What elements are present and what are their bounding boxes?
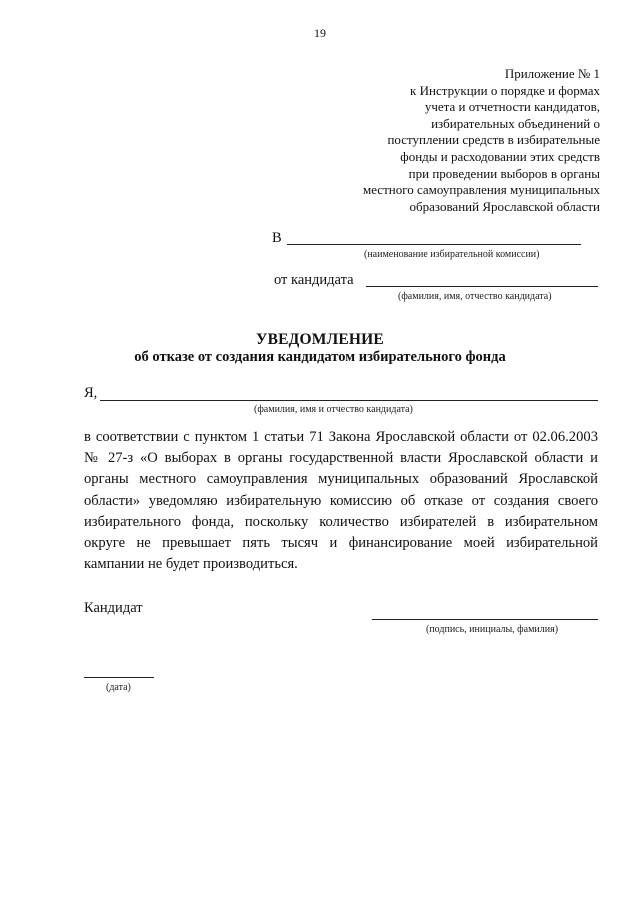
addressee-hint: (наименование избирательной комиссии) xyxy=(364,249,540,260)
document-title: УВЕДОМЛЕНИЕ xyxy=(256,331,384,348)
date-hint: (дата) xyxy=(106,682,131,693)
appendix-line: учета и отчетности кандидатов, xyxy=(424,99,600,115)
signature-label: Кандидат xyxy=(84,600,143,616)
appendix-line: местного самоуправления муниципальных xyxy=(362,182,600,198)
page-number: 19 xyxy=(314,26,326,40)
date-field[interactable] xyxy=(84,677,154,678)
appendix-line: при проведении выборов в органы xyxy=(408,165,600,181)
appendix-line: фонды и расходовании этих средств xyxy=(400,148,600,164)
notification-body: в соответствии с пунктом 1 статьи 71 Закона Ярославской области от 02.06.2003 № 27-з «О выборах в органы государственной власти Ярославской области и органы местного самоуправления муниципальных образований Ярославской области» уведомляю избирательную комиссию об отказе от создания своего избирательного фонда, поскольку количество избирателей в избирательном округе не превышает пять тысяч и финансирование моей избирательной кампании не будет производиться. xyxy=(84,429,598,573)
appendix-line: поступлении средств в избирательные xyxy=(387,132,600,148)
declarant-prefix: Я, xyxy=(84,385,98,401)
declarant-field[interactable] xyxy=(100,400,598,401)
sender-hint: (фамилия, имя, отчество кандидата) xyxy=(398,291,552,302)
signature-field[interactable] xyxy=(372,619,598,620)
appendix-line: избирательных объединений о xyxy=(431,115,600,131)
document-subtitle: об отказе от создания кандидатом избирательного фонда xyxy=(134,349,506,365)
appendix-line: Приложение № 1 xyxy=(504,66,600,81)
appendix-line: образований Ярославской области xyxy=(409,198,600,214)
signature-hint: (подпись, инициалы, фамилия) xyxy=(426,624,559,635)
addressee-field[interactable] xyxy=(287,244,581,245)
sender-field[interactable] xyxy=(366,286,598,287)
sender-prefix: от кандидата xyxy=(274,272,354,288)
declarant-hint: (фамилия, имя и отчество кандидата) xyxy=(254,404,413,415)
appendix-line: к Инструкции о порядке и формах xyxy=(410,82,600,98)
appendix-header xyxy=(363,66,600,215)
addressee-prefix: В xyxy=(272,230,282,246)
